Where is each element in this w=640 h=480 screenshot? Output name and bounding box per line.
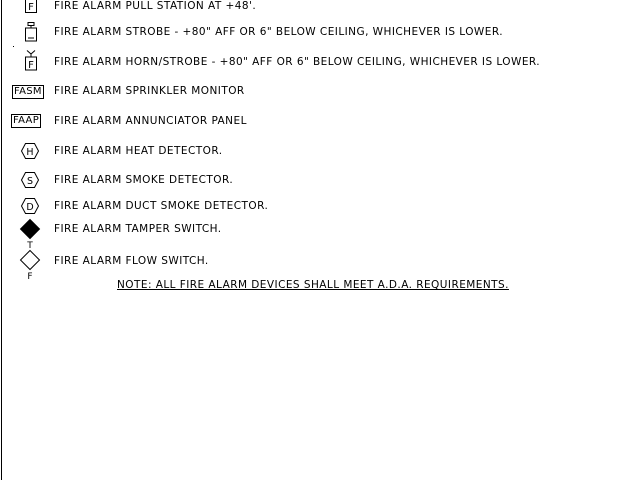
duct-smoke-detector-tag: D <box>26 202 34 213</box>
pull-station-tag: F <box>28 2 34 13</box>
legend-label-strobe: FIRE ALARM STROBE - +80" AFF OR 6" BELOW CEILING, WHICHEVER IS LOWER. <box>54 26 503 38</box>
legend-label-tamper-switch: FIRE ALARM TAMPER SWITCH. <box>54 223 222 235</box>
drawing-speck <box>13 46 14 47</box>
legend-label-annunciator-panel: FIRE ALARM ANNUNCIATOR PANEL <box>54 115 247 127</box>
heat-detector-tag: H <box>26 147 34 158</box>
legend-label-duct-smoke-detector: FIRE ALARM DUCT SMOKE DETECTOR. <box>54 200 269 212</box>
heat-detector-icon <box>21 143 39 159</box>
legend-label-smoke-detector: FIRE ALARM SMOKE DETECTOR. <box>54 174 234 186</box>
legend-label-sprinkler-monitor: FIRE ALARM SPRINKLER MONITOR <box>54 85 245 97</box>
flow-switch-tag: F <box>27 272 33 282</box>
tamper-switch-icon <box>20 219 40 249</box>
flow-switch-icon <box>20 250 40 280</box>
sheet-border-left <box>1 0 2 480</box>
smoke-detector-icon <box>21 172 39 188</box>
annunciator-panel-tag: FAAP <box>13 115 40 126</box>
legend-label-heat-detector: FIRE ALARM HEAT DETECTOR. <box>54 145 223 157</box>
legend-label-pull-station: FIRE ALARM PULL STATION AT +48'. <box>54 0 257 12</box>
pull-station-icon <box>25 0 37 13</box>
smoke-detector-tag: S <box>26 176 34 187</box>
legend-label-horn-strobe: FIRE ALARM HORN/STROBE - +80" AFF OR 6" BELOW CEILING, WHICHEVER IS LOWER. <box>54 56 541 68</box>
strobe-icon <box>25 22 37 42</box>
sprinkler-monitor-tag: FASM <box>14 86 42 97</box>
legend-label-flow-switch: FIRE ALARM FLOW SWITCH. <box>54 255 209 267</box>
horn-strobe-tag: F <box>28 60 34 71</box>
duct-smoke-detector-icon <box>21 198 39 214</box>
horn-strobe-icon <box>25 50 37 71</box>
ada-requirements-note: NOTE: ALL FIRE ALARM DEVICES SHALL MEET A.D.A. REQUIREMENTS. <box>117 279 509 291</box>
tamper-switch-tag: T <box>27 241 33 251</box>
